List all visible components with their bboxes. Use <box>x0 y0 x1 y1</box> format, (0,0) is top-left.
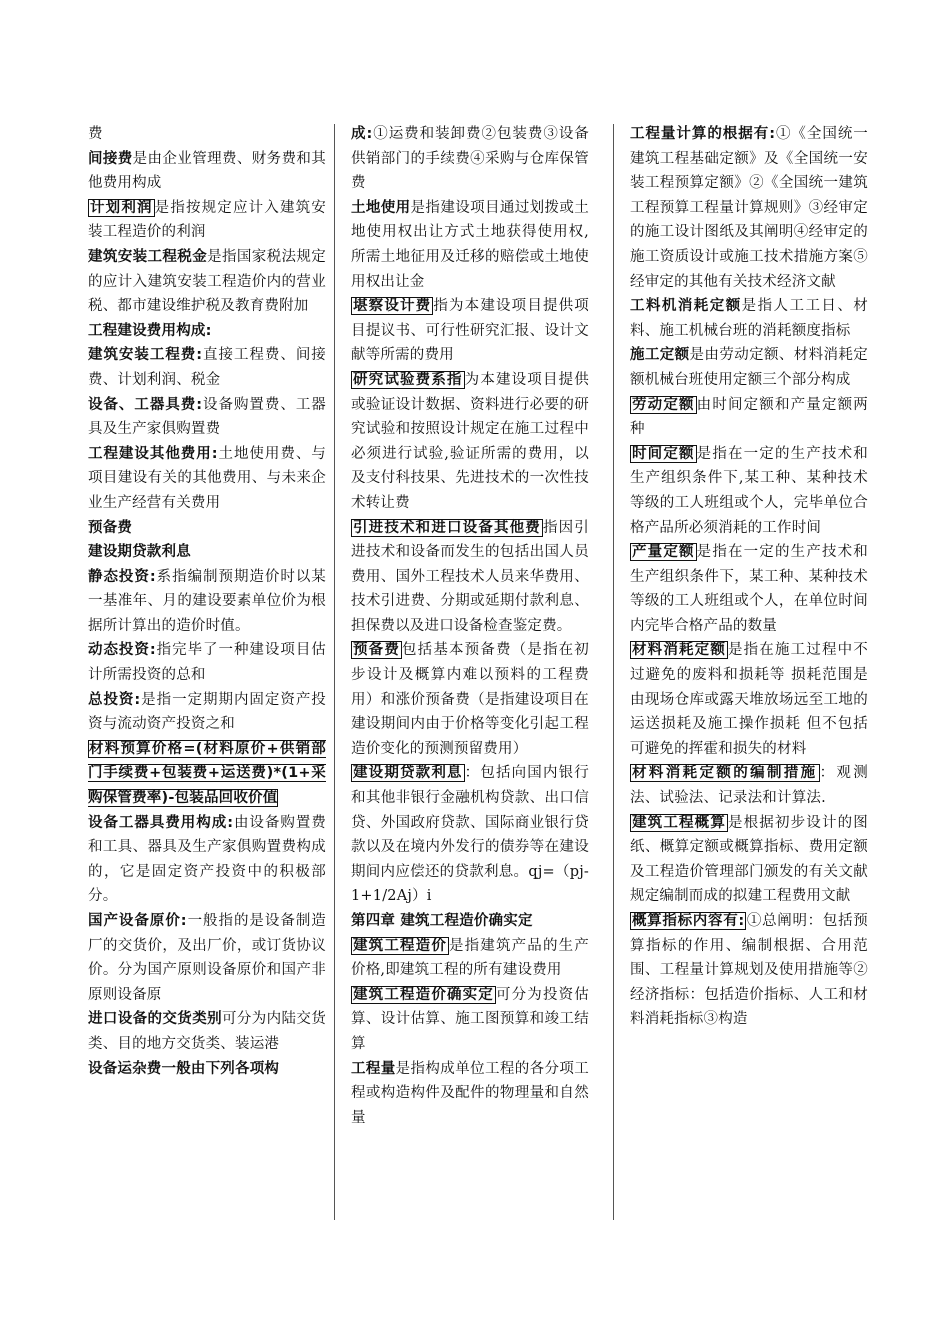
paragraph <box>630 761 868 810</box>
definition-text: 是指在施工过程中不过避免的废料和损耗等 损耗范围是由现场仓库或露天堆放场远至工地的运送损耗及施工操作损耗 但不包括可避免的挥霍和损失的材料 <box>630 642 868 757</box>
term: 动态投资: <box>88 642 156 659</box>
term: 国产设备原价: <box>88 913 187 929</box>
definition-text: 土地使用费、与项目建设有关的其他费用、与未来企业生产经营有关费用 <box>88 445 326 511</box>
term: 建筑工程造价确实定 <box>353 986 494 1003</box>
text-column-3 <box>630 122 868 1032</box>
paragraph <box>88 688 326 737</box>
term: 产量定额 <box>632 544 695 561</box>
definition-text: ①运费和装卸费②包装费③设备供销部门的手续费④采购与仓库保管费 <box>351 126 589 192</box>
definition-text: 为本建设项目提供或验证设计数据、资料进行必要的研究试验和按照设计规定在施工过程中必须进行试验,验证所需的费用，以及支付科技果、先进技术的一次性技术转让费 <box>351 371 589 511</box>
paragraph <box>88 1057 326 1082</box>
term: 引进技术和进口设备其他费 <box>353 519 541 536</box>
paragraph <box>88 442 326 516</box>
paragraph <box>630 343 868 392</box>
term: 工程建设费用构成: <box>88 322 212 339</box>
definition-text: 指为本建设项目提供项目提议书、可行性研究汇报、设计文献等所需的费用 <box>351 298 590 364</box>
term: 建筑安装工程费: <box>88 347 203 364</box>
column-divider <box>613 124 614 1220</box>
term: 总投资: <box>88 691 141 708</box>
definition-text: 是由企业管理费、财务费和其他费用构成 <box>88 150 326 192</box>
paragraph <box>351 516 589 639</box>
paragraph <box>630 122 868 294</box>
definition-text: 可分为投资估算、设计估算、施工图预算和竣工结算 <box>351 986 589 1052</box>
term: 工料机消耗定额 <box>630 298 742 315</box>
term: 设备运杂费一般由下列各项构 <box>88 1060 280 1077</box>
term: 建筑工程概算 <box>632 814 726 831</box>
term: 工程量计算的根据有: <box>630 126 776 142</box>
term: 建筑工程造价 <box>353 937 447 954</box>
definition-text: 是指在一定的生产技术和生产组织条件下,某工种、某种技术等级的工人班组或个人，完毕单位合格产品所必须消耗的工作时间 <box>630 445 868 536</box>
paragraph <box>88 638 326 687</box>
term: 设备、工器具费: <box>88 396 203 413</box>
definition-text: ：包括向国内银行和其他非银行金融机构贷款、出口信贷、外国政府贷款、国际商业银行贷款以及在境内外发行的债券等在建设期间内应偿还的贷款利息。qj=（pj-1+1/2Aj）i <box>351 765 589 905</box>
paragraph <box>630 540 868 638</box>
definition-text: 可分为内陆交货类、目的地方交货类、装运港 <box>88 1011 326 1052</box>
definition-text: 是指按规定应计入建筑安装工程造价的利润 <box>88 199 326 241</box>
paragraph <box>88 343 326 392</box>
definition-text: ：观测法、试验法、记录法和计算法. <box>630 765 868 807</box>
definition-text: 直接工程费、间接费、计划利润、税金 <box>88 347 326 388</box>
term: 概算指标内容有: <box>632 913 745 929</box>
definition-text: 是指建筑产品的生产价格,即建筑工程的所有建设费用 <box>351 937 589 979</box>
paragraph <box>630 294 868 343</box>
paragraph <box>351 1057 589 1131</box>
definition-text: 一般指的是设备制造厂的交货价，及出厂价，或订货协议价。分为国产原则设备原价和国产非原则设备原 <box>88 913 326 1003</box>
paragraph <box>630 442 868 540</box>
definition-text: 是指建设项目通过划拨或土地使用权出让方式土地获得使用权,所需土地征用及迁移的赔偿或土地使用权出让金 <box>351 199 589 290</box>
definition-text: 是由劳动定额、材料消耗定额机械台班使用定额三个部分构成 <box>630 347 868 388</box>
paragraph <box>351 983 589 1057</box>
text-column-1 <box>88 122 326 1081</box>
paragraph <box>351 909 589 934</box>
term: 劳动定额 <box>632 396 695 413</box>
term: 土地使用 <box>351 199 411 216</box>
term: 施工定额 <box>630 347 690 364</box>
term: 时间定额 <box>632 445 695 462</box>
boxed-formula: 材料预算价格=(材料原价+供销部门手续费+包装费+运送费)*(1+采购保管费率)-包装品回收价值 <box>88 740 326 807</box>
paragraph <box>88 196 326 245</box>
definition-text: ①总阐明：包括预算指标的作用、编制根据、合用范围、工程量计算规划及使用措施等②经济指标：包括造价指标、人工和材料消耗指标③构造 <box>630 913 868 1028</box>
paragraph <box>630 909 868 1032</box>
paragraph <box>88 1007 326 1056</box>
definition-text: 指因引进技术和设备而发生的包括出国人员费用、国外工程技术人员来华费用、技术引进费、分期或延期付款利息、担保费以及进口设备检查鉴定费。 <box>351 519 589 634</box>
definition-text: 由时间定额和产量定额两种 <box>630 396 868 438</box>
term: 进口设备的交货类别 <box>88 1011 222 1028</box>
term: 工程建设其他费用: <box>88 445 218 462</box>
term: 材料消耗定额 <box>632 642 726 659</box>
definition-text: 是指人工工日、材料、施工机械台班的消耗额度指标 <box>630 298 868 339</box>
paragraph <box>88 516 326 541</box>
term: 研究试验费系指 <box>353 371 463 388</box>
term: 预备费 <box>353 642 400 659</box>
paragraph <box>88 319 326 344</box>
definition-text: ①《全国统一建筑工程基础定额》及《全国统一安装工程预算定额》②《全国统一建筑工程预算工程量计算规则》③经审定的施工设计图纸及其阐明④经审定的施工资质设计或施工技术措施方案⑤经审定的其他有关技术经济文献 <box>630 126 868 290</box>
paragraph <box>351 368 589 516</box>
paragraph <box>88 393 326 442</box>
paragraph <box>88 811 326 909</box>
paragraph <box>630 811 868 909</box>
paragraph <box>351 196 589 294</box>
term: 计划利润 <box>90 199 153 216</box>
term: 设备工器具费用构成: <box>88 814 234 831</box>
term: 间接费 <box>88 150 133 167</box>
definition-text: 是指构成单位工程的各分项工程或构造构件及配件的物理量和自然量 <box>351 1060 589 1126</box>
definition-text: 包括基本预备费（是指在初步设计及概算内难以预料的工程费用）和涨价预备费（是指建设项目在建设期间内由于价格等变化引起工程造价变化的预测预留费用） <box>351 642 589 757</box>
paragraph <box>630 638 868 761</box>
term: 材料消耗定额的编制措施 <box>632 765 818 782</box>
paragraph <box>88 909 326 1007</box>
definition-text: 由设备购置费和工具、器具及生产家俱购置费构成的，它是固定资产投资中的积极部分。 <box>88 814 326 905</box>
term: 预备费 <box>88 519 133 536</box>
definition-text: 是根据初步设计的图纸、概算定额或概算指标、费用定额及工程造价管理部门颁发的有关文献规定编制而成的拟建工程费用文献 <box>630 814 868 905</box>
text-column-2 <box>351 122 589 1130</box>
definition-text: 设备购置费、工器具及生产家俱购置费 <box>88 396 326 438</box>
paragraph <box>351 294 589 368</box>
definition-text: 指完毕了一种建设项目估计所需投资的总和 <box>88 642 326 684</box>
term: 工程量 <box>351 1060 396 1077</box>
paragraph <box>351 761 589 909</box>
definition-text: 是指国家税法规定的应计入建筑安装工程造价内的营业税、都市建设维护税及教育费附加 <box>88 248 326 315</box>
column-divider <box>334 124 335 1220</box>
term: 建设期贷款利息 <box>88 544 191 561</box>
paragraph <box>351 638 589 761</box>
definition-text: 是指一定期期内固定资产投资与流动资产投资之和 <box>88 691 326 733</box>
paragraph <box>88 122 326 147</box>
paragraph <box>88 737 326 811</box>
paragraph <box>88 565 326 639</box>
term: 建筑安装工程税金 <box>88 248 208 265</box>
term: 静态投资: <box>88 568 156 585</box>
paragraph <box>88 540 326 565</box>
term: 堪察设计费 <box>353 298 432 315</box>
paragraph <box>88 147 326 196</box>
paragraph <box>88 245 326 319</box>
paragraph <box>351 934 589 983</box>
term: 成: <box>351 126 373 142</box>
definition-text: 是指在一定的生产技术和生产组织条件下，某工种、某种技术等级的工人班组或个人，在单位时间内完毕合格产品的数量 <box>630 544 868 634</box>
paragraph <box>351 122 589 196</box>
term: 第四章 建筑工程造价确实定 <box>351 913 533 929</box>
paragraph <box>630 393 868 442</box>
term: 建设期贷款利息 <box>353 765 463 782</box>
definition-text: 系指编制预期造价时以某一基准年、月的建设要素单位价为根据所计算出的造价时值。 <box>88 568 326 634</box>
definition-text: 费 <box>88 126 103 142</box>
